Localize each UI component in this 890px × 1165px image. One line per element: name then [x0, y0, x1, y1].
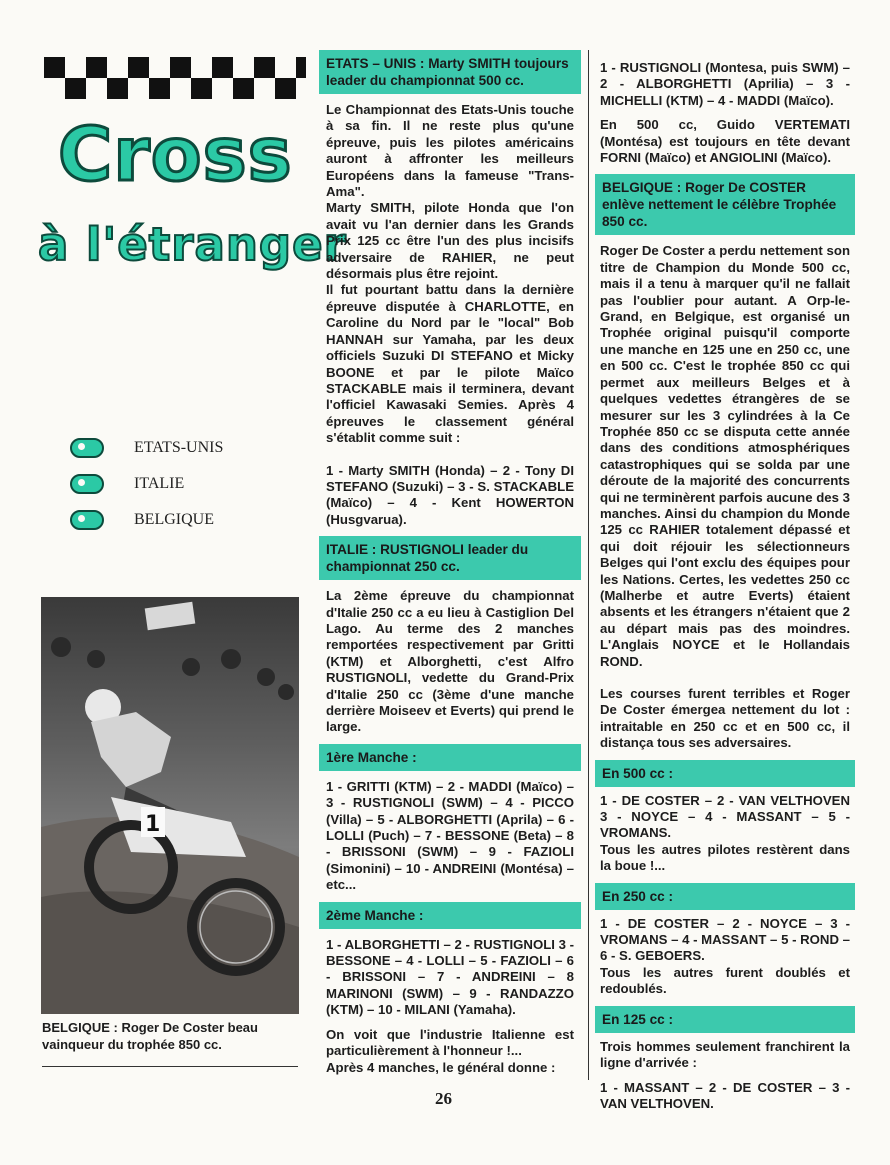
subheader-125cc: En 125 cc :: [595, 1006, 855, 1033]
results-250cc: 1 - DE COSTER – 2 - NOYCE – 3 - VROMANS – 4 - MASSANT – 5 - ROND – 6 - S. GEBOERS.: [600, 915, 850, 964]
caption-rule: [42, 1066, 298, 1067]
paragraph: Trois hommes seulement franchirent la ligne d'arrivée :: [600, 1038, 850, 1071]
legend-item: [70, 430, 223, 466]
results-usa: 1 - Marty SMITH (Honda) – 2 - Tony DI STEFANO (Suzuki) – 3 - S. STACKABLE (Maïco) – 4 - Kent HOWERTON (Husgvarua).: [326, 462, 574, 527]
legend-item: [70, 466, 223, 502]
section-header-italy: ITALIE : RUSTIGNOLI leader du championnat 250 cc.: [319, 536, 581, 580]
section-header-belgium: BELGIQUE : Roger De COSTER enlève nettement le célèbre Trophée 850 cc.: [595, 174, 855, 235]
legend-item: [70, 502, 223, 538]
subheader-manche-2: 2ème Manche :: [319, 902, 581, 929]
results-italy-general: 1 - RUSTIGNOLI (Montesa, puis SWM) – 2 - ALBORGHETTI (Aprilia) – 3 - MICHELLI (KTM) – 4 - MADDI (Maïco).: [600, 60, 850, 108]
results-manche-1: 1 - GRITTI (KTM) – 2 - MADDI (Maïco) – 3 - RUSTIGNOLI (SWM) – 4 - PICCO (Villa) – 5 - ALBORGHETTI (Aprila) – 6 - LOLLI (Puch) – 7 - BESSONE (Beta) – 8 - BRISSONI (SWM) – 9 - FAZIOLI (Simonini) – 10 - ANDREINI (Montésa) – etc...: [326, 778, 574, 893]
subheader-500cc: En 500 cc :: [595, 760, 855, 787]
subheader-manche-1: 1ère Manche :: [319, 744, 581, 771]
paragraph: Le Championnat des Etats-Unis touche à sa fin. Il ne reste plus qu'une épreuve, puis les pilotes américains auront à affronter les meilleurs Européens dans la fameuse "Trans-Ama".: [326, 102, 574, 200]
paragraph: Marty SMITH, pilote Honda que l'on avait vu l'an dernier dans les Grands Prix 125 cc être l'un des plus incisifs adversaire de RAHIER, ne peut désormais plus être rejoint.: [326, 200, 574, 282]
paragraph: La 2ème épreuve du championnat d'Italie 250 cc a eu lieu à Castiglion Del Lago. Au terme des 2 manches remportées respectivement par Gritti (KTM) et Alborghetti, c'est Alfro RUSTIGNOLI, vedette du Grand-Prix d'Italie 250 cc (3ème d'une manche derrière Moiseev et Everts) qui prend le large.: [326, 588, 574, 735]
paragraph: On voit que l'industrie Italienne est particulièrement à l'honneur !...: [326, 1026, 574, 1059]
pill-icon: [70, 474, 104, 494]
column-middle: [319, 50, 581, 1084]
paragraph: Roger De Coster a perdu nettement son titre de Champion du Monde 500 cc, mais il a tenu à marquer qu'il ne fallait pas l'oublier pour autant. A Orp-le-Grand, en Belgique, est organisé un Trophée original puisqu'il comporte une manche en 125 une en 250 cc, une en 500 cc. C'est le trophée 850 cc qui permet aux meilleurs Belges et à quelques vedettes étrangères de se mesurer sur les 3 cylindrées à la Ce Trophée 850 cc se disputa cette année dans des conditions atmosphériques catastrophiques qui se solda par une déroute de la majorité des concurrents qui ne terminèrent parfois aucune des 3 manches. Ainsi du champion du Monde 125 cc RAHIER totalement dépassé et qui doit réjouir les sélectionneurs Belges qui l'ont exclu des équipes pour les Nations. Certes, les vedettes 250 cc (Malherbe et autre Everts) étaient absents et les étrangers n'étaient que 2 au départ mais pas des moindres. L'Anglais NOYCE et le Hollandais ROND.: [600, 243, 850, 669]
page-number: 26: [435, 1089, 452, 1108]
results-manche-2: 1 - ALBORGHETTI – 2 - RUSTIGNOLI 3 - BESSONE – 4 - LOLLI – 5 - FAZIOLI – 6 - BRISSONI – 7 - ANDREINI – 8 MARINONI (SWM) – 9 - RANDAZZO (KTM) – 10 - MILANI (Yamaha).: [326, 936, 574, 1018]
paragraph: Tous les autres furent doublés et redoublés.: [600, 964, 850, 997]
column-divider: [588, 50, 589, 1080]
motocross-photo: [41, 597, 299, 1014]
paragraph: Les courses furent terribles et Roger De Coster émergea nettement du lot : intraitable en 250 cc et en 500 cc, il distança tous ses adversaires.: [600, 686, 850, 751]
legend-label: BELGIQUE: [134, 511, 214, 528]
legend-label: ITALIE: [134, 475, 185, 492]
svg-text:1: 1: [145, 812, 161, 837]
pill-icon: [70, 510, 104, 530]
section-header-usa: ETATS – UNIS : Marty SMITH toujours leader du championnat 500 cc.: [319, 50, 581, 94]
page-title: Cross: [58, 112, 293, 198]
subheader-250cc: En 250 cc :: [595, 883, 855, 910]
results-500cc: 1 - DE COSTER – 2 - VAN VELTHOVEN 3 - NOYCE – 4 - MASSANT – 5 - VROMANS.: [600, 792, 850, 841]
checkered-flag-band: [44, 57, 306, 99]
paragraph: En 500 cc, Guido VERTEMATI (Montésa) est toujours en tête devant FORNI (Maïco) et ANGIOLINI (Maïco).: [600, 117, 850, 166]
page-subtitle: à l'étranger: [38, 218, 347, 271]
paragraph: Après 4 manches, le général donne :: [326, 1059, 556, 1075]
paragraph: Tous les autres pilotes restèrent dans la boue !...: [600, 841, 850, 874]
legend-label: ETATS-UNIS: [134, 439, 224, 456]
results-125cc: 1 - MASSANT – 2 - DE COSTER – 3 - VAN VELTHOVEN.: [600, 1079, 850, 1111]
column-right: [595, 60, 855, 1120]
photo-caption: BELGIQUE : Roger De Coster beau vainqueur du trophée 850 cc.: [42, 1020, 258, 1052]
paragraph: Il fut pourtant battu dans la dernière épreuve disputée à CHARLOTTE, en Caroline du Nord par le "local" Bob HANNAH sur Yamaha, par les deux officiels Suzuki DI STEFANO et Micky BOONE et par le pilote Maïco STACKABLE mais il terminera, devant l'officiel Kawasaki Semies. Après 4 épreuves le classement général s'établit comme suit :: [326, 282, 574, 446]
country-legend: [70, 430, 223, 538]
pill-icon: [70, 438, 104, 458]
